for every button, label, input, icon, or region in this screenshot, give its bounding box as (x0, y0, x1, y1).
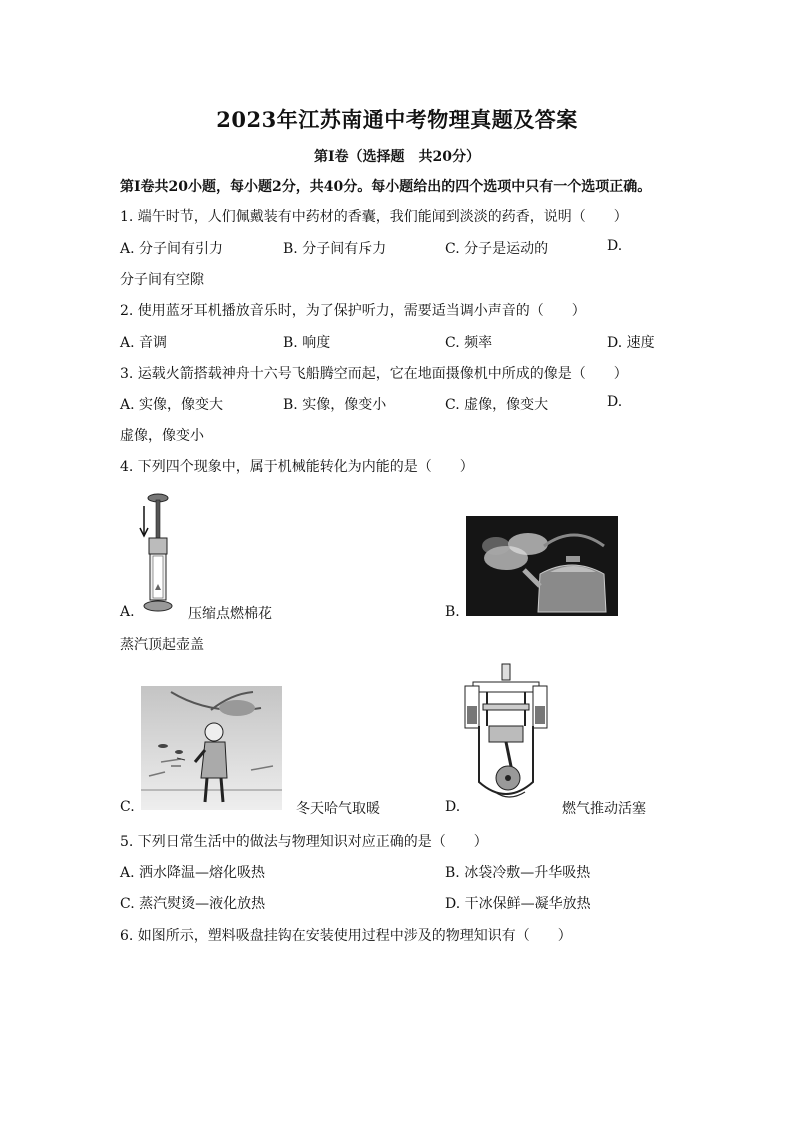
question-4-option-c-caption: 冬天哈气取暖 (296, 801, 380, 817)
question-2-option-d: D. 速度 (607, 335, 655, 351)
question-1-option-c: C. 分子是运动的 (445, 241, 549, 257)
question-4-option-b-caption: 蒸汽顶起壶盖 (120, 637, 204, 653)
question-4-stem: 4. 下列四个现象中，属于机械能转化为内能的是（ ） (120, 459, 474, 475)
piston-pump-image (138, 490, 178, 618)
question-5-option-a: A. 洒水降温—熔化吸热 (120, 865, 266, 881)
question-1-option-d: D. (607, 238, 623, 254)
question-3-option-a: A. 实像，像变大 (120, 397, 224, 413)
page-title: 2023年江苏南通中考物理真题及答案 (216, 107, 578, 132)
question-2-stem: 2. 使用蓝牙耳机播放音乐时，为了保护听力，需要适当调小声音的（ ） (120, 303, 586, 319)
question-5-option-c: C. 蒸汽熨烫—液化放热 (120, 896, 266, 912)
question-4-option-c-letter: C. (120, 799, 135, 815)
question-3-option-c: C. 虚像，像变大 (445, 397, 549, 413)
question-6-stem: 6. 如图所示，塑料吸盘挂钩在安装使用过程中涉及的物理知识有（ ） (120, 928, 572, 944)
question-4-option-b-letter: B. (445, 604, 460, 620)
question-4-option-d-caption: 燃气推动活塞 (562, 801, 646, 817)
question-1-stem: 1. 端午时节，人们佩戴装有中药材的香囊，我们能闻到淡淡的药香，说明（ ） (120, 209, 628, 225)
engine-cylinder-image (463, 660, 549, 810)
question-1-option-b: B. 分子间有斥力 (283, 241, 387, 257)
question-2-option-a: A. 音调 (120, 335, 168, 351)
question-3-option-d-text: 虚像，像变小 (120, 428, 204, 444)
question-4-option-a-letter: A. (120, 604, 135, 620)
question-1-option-d-text: 分子间有空隙 (120, 272, 204, 288)
question-3-stem: 3. 运载火箭搭载神舟十六号飞船腾空而起，它在地面摄像机中所成的像是（ ） (120, 366, 628, 382)
question-5-stem: 5. 下列日常生活中的做法与物理知识对应正确的是（ ） (120, 834, 488, 850)
instructions: 第Ⅰ卷共20小题，每小题2分，共40分。每小题给出的四个选项中只有一个选项正确。 (120, 179, 652, 195)
question-3-option-b: B. 实像，像变小 (283, 397, 387, 413)
question-5-option-d: D. 干冰保鲜—凝华放热 (445, 896, 591, 912)
steaming-kettle-image (466, 516, 618, 616)
question-4-option-a-caption: 压缩点燃棉花 (188, 606, 272, 622)
question-5-option-b: B. 冰袋冷敷—升华吸热 (445, 865, 591, 881)
section-title: 第Ⅰ卷（选择题 共20分） (313, 149, 481, 165)
question-4-option-d-letter: D. (445, 799, 461, 815)
question-1-option-a: A. 分子间有引力 (120, 241, 224, 257)
question-3-option-d: D. (607, 394, 623, 410)
question-2-option-b: B. 响度 (283, 335, 331, 351)
man-breathing-image (141, 686, 282, 810)
question-2-option-c: C. 频率 (445, 335, 493, 351)
